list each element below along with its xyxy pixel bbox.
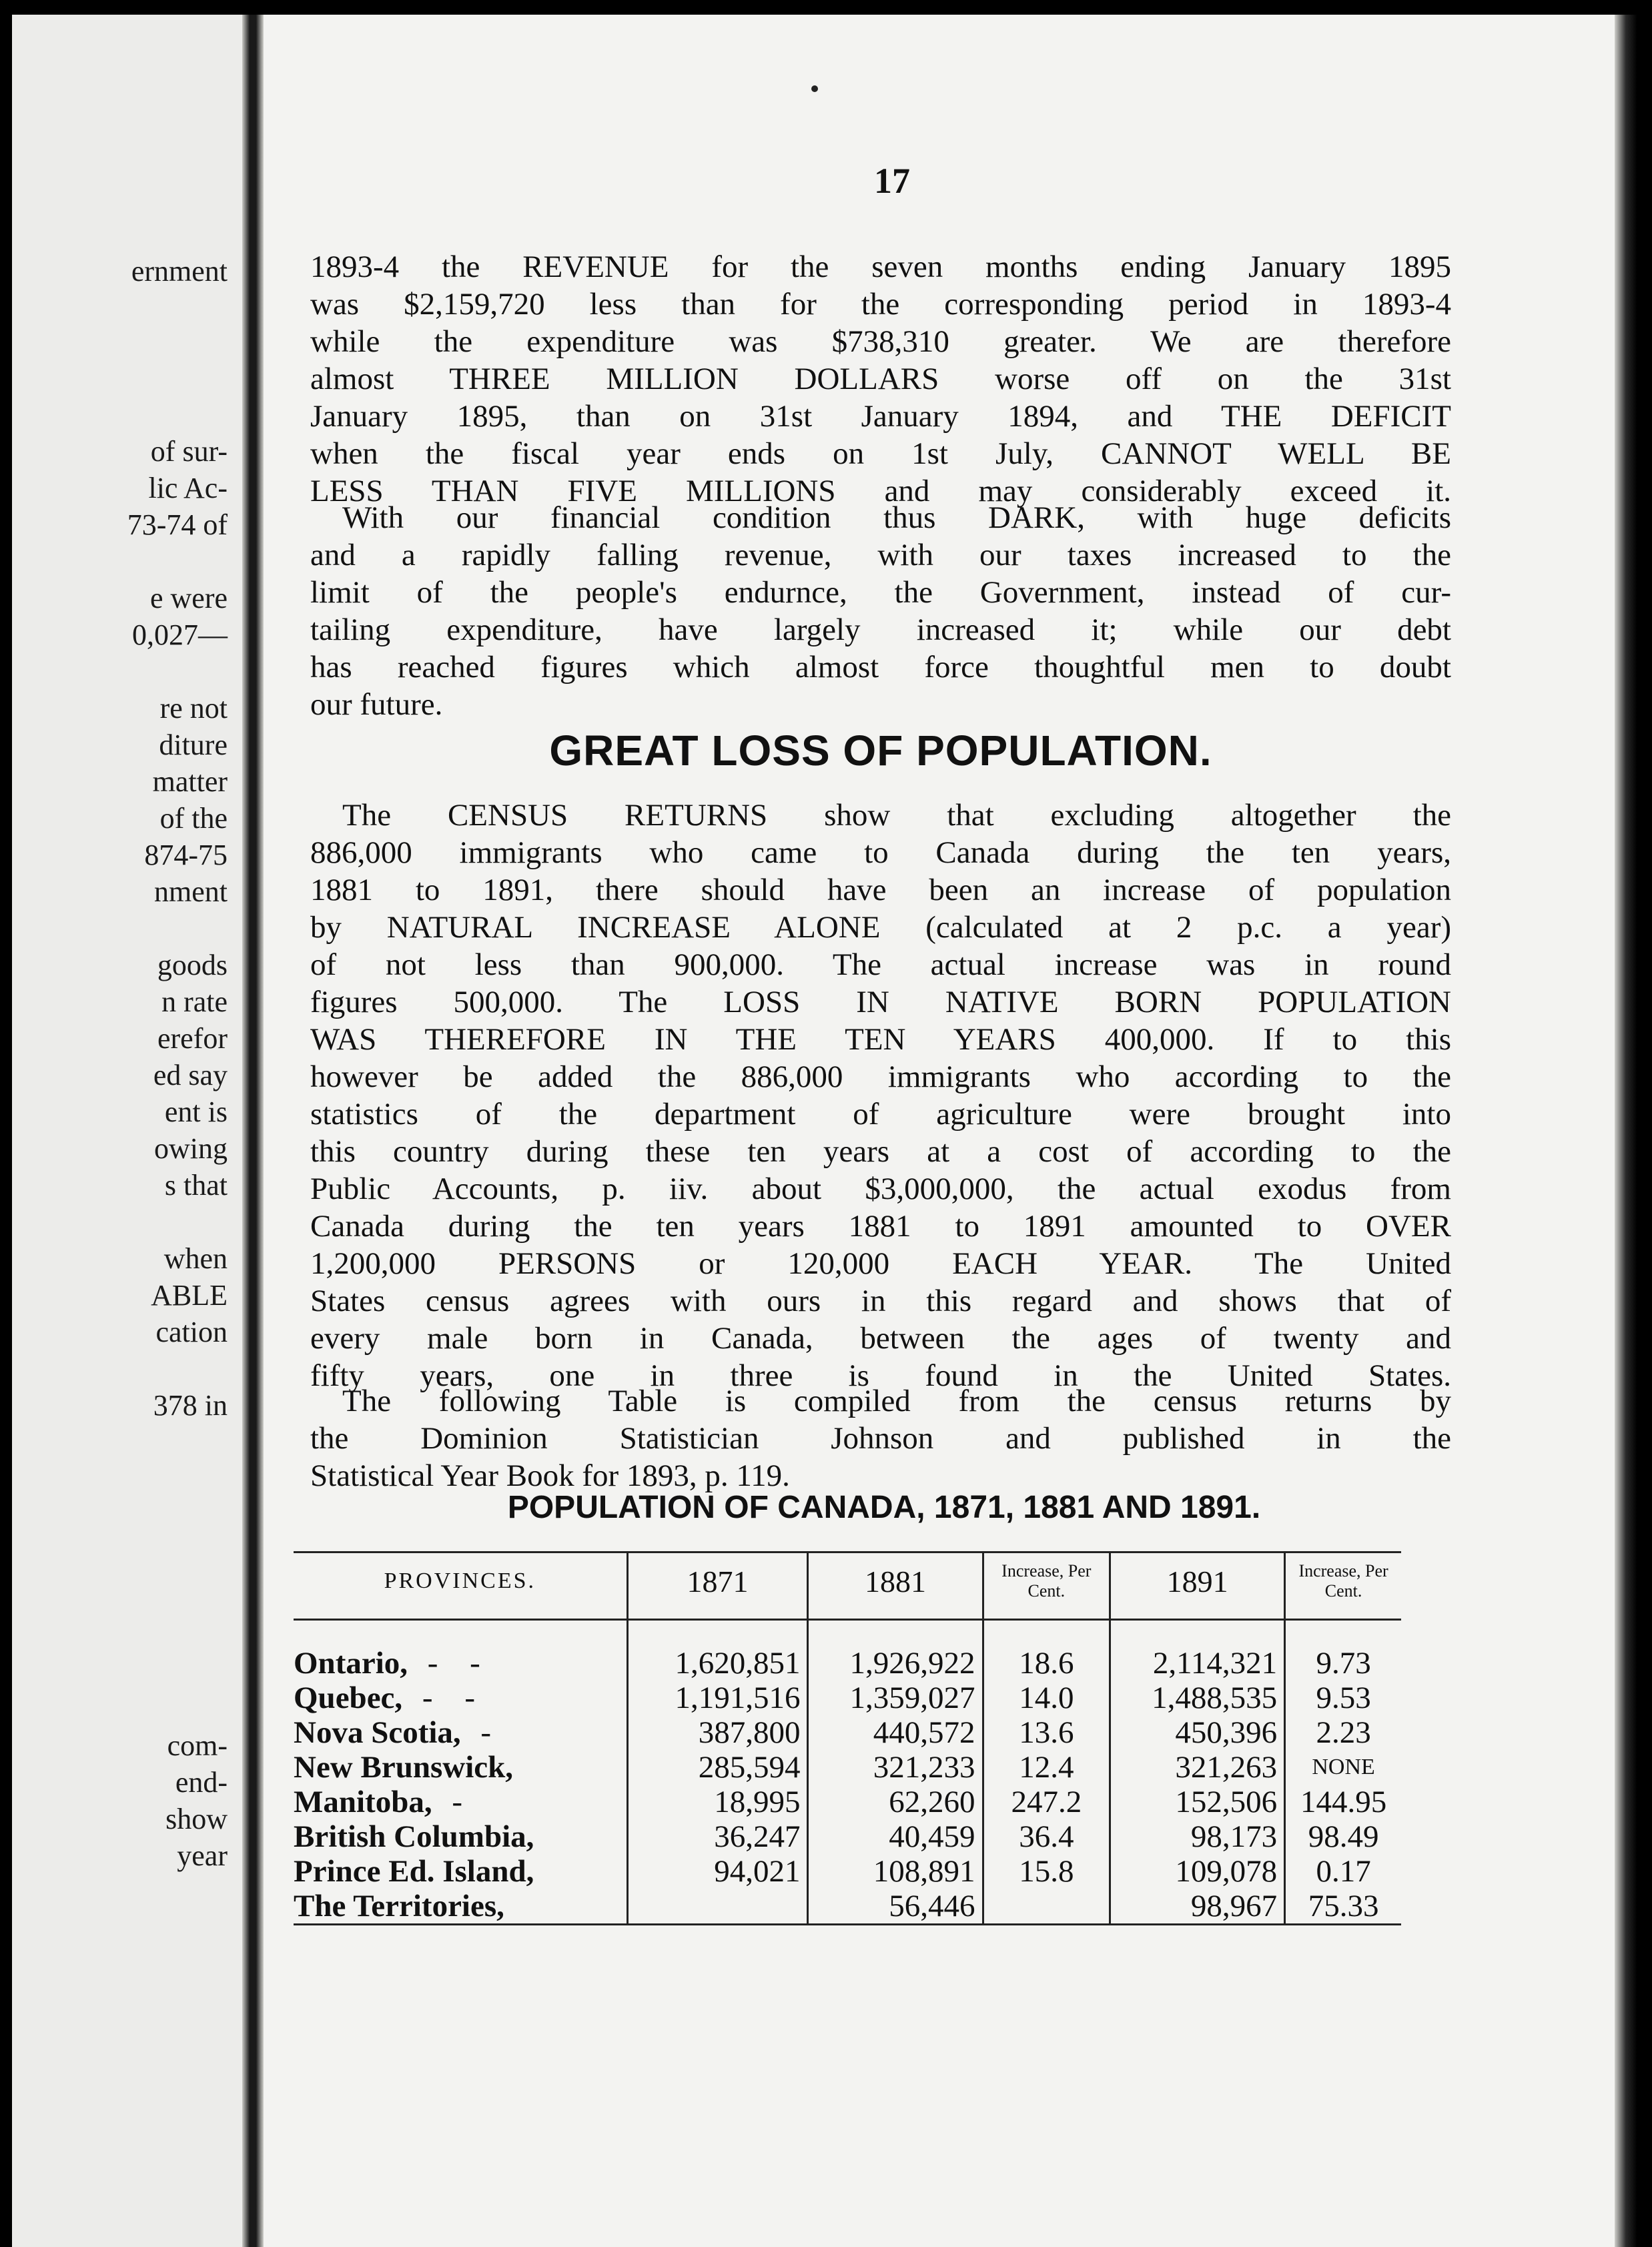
text-line: 1893-4 the REVENUE for the seven months ending January 1895 [310,250,1451,284]
cell-y1871: 18,995 [627,1785,808,1819]
cell-y1871: 285,594 [627,1750,808,1785]
header-increase-1891: Increase, Per Cent. [1285,1552,1401,1620]
text-line: was $2,159,720 less than for the corresponding period in 1893-4 [310,287,1451,322]
cell-y1871: 1,620,851 [627,1620,808,1681]
text-line: tailing expenditure, have largely increased it; while our debt [310,612,1451,647]
left-page-line: diture [159,729,228,761]
text-line: January 1895, than on 31st January 1894, and THE DEFICIT [310,399,1451,434]
text-line: by NATURAL INCREASE ALONE (calculated at 2 p.c. a year) [310,910,1451,945]
table-title: POPULATION OF CANADA, 1871, 1881 AND 1891. [507,1490,1261,1525]
cell-y1871: 94,021 [627,1854,808,1889]
left-page-line: 0,027— [132,618,228,651]
text-line: LESS THAN FIVE MILLIONS and may considerably exceed it. [310,474,1451,508]
cell-y1891: 98,173 [1110,1819,1285,1854]
left-page-line: ent is [164,1095,228,1128]
province-cell [294,1750,627,1785]
population-table [294,1551,1401,1925]
cell-inc2: 0.17 [1285,1854,1401,1889]
paragraph-table-source [310,1382,1451,1494]
cell-y1891: 98,967 [1110,1889,1285,1925]
text-line: The following Table is compiled from the census returns by [342,1384,1451,1418]
cell-inc1: 18.6 [983,1620,1110,1681]
text-line: 1881 to 1891, there should have been an increase of population [310,873,1451,907]
table-row [294,1785,1401,1819]
dot-leader: - - [408,1646,492,1681]
province-name: British Columbia, [294,1819,534,1854]
page-edge-shadow [1615,15,1652,2247]
left-page-line: year [177,1839,228,1872]
table-row [294,1854,1401,1889]
header-provinces: PROVINCES. [294,1552,627,1620]
text-line: The CENSUS RETURNS show that excluding altogether the [342,798,1451,833]
text-line: when the fiscal year ends on 1st July, CANNOT WELL BE [310,436,1451,471]
left-page-line: 874-75 [144,839,228,871]
cell-inc2: NONE [1285,1750,1401,1785]
header-1881: 1881 [808,1552,983,1620]
text-line: With our financial condition thus DARK, with huge deficits [342,500,1451,535]
cell-y1881: 1,359,027 [808,1681,983,1715]
text-line: Public Accounts, p. iiv. about $3,000,000, the actual exodus from [310,1172,1451,1206]
text-line: has reached figures which almost force thoughtful men to doubt [310,650,1451,685]
cell-y1891: 321,263 [1110,1750,1285,1785]
text-line: of not less than 900,000. The actual increase was in round [310,947,1451,982]
left-page-line: s that [164,1169,228,1202]
cell-y1881: 108,891 [808,1854,983,1889]
cell-y1891: 2,114,321 [1110,1620,1285,1681]
province-name: Nova Scotia, [294,1715,461,1750]
header-increase-1881: Increase, Per Cent. [983,1552,1110,1620]
left-page-line: 73-74 of [127,508,228,541]
cell-y1881: 321,233 [808,1750,983,1785]
text-line: while the expenditure was $738,310 greater. We are therefore [310,324,1451,359]
dot-leader: - [460,1715,504,1750]
cell-inc1: 14.0 [983,1681,1110,1715]
paragraph-revenue [310,248,1451,510]
cell-y1881: 440,572 [808,1715,983,1750]
text-line: however be added the 886,000 immigrants who according to the [310,1059,1451,1094]
left-page-line: show [165,1803,228,1835]
text-line: Canada during the ten years 1881 to 1891 amounted to OVER [310,1209,1451,1244]
paragraph-census [310,797,1451,1394]
cell-inc2: 9.53 [1285,1681,1401,1715]
text-line: fifty years, one in three is found in the United States. [310,1358,1451,1393]
province-cell [294,1854,627,1889]
cell-inc1: 13.6 [983,1715,1110,1750]
text-line: statistics of the department of agriculture were brought into [310,1097,1451,1132]
cell-inc1: 15.8 [983,1854,1110,1889]
left-page-line: lic Ac- [148,472,228,504]
table-row [294,1681,1401,1715]
text-line: the Dominion Statistician Johnson and published in the [310,1421,1451,1456]
cell-inc2: 75.33 [1285,1889,1401,1925]
table-row [294,1750,1401,1785]
cell-inc2: 2.23 [1285,1715,1401,1750]
cell-y1891: 450,396 [1110,1715,1285,1750]
left-page-line: ernment [131,255,228,288]
cell-inc1: 36.4 [983,1819,1110,1854]
cell-inc2: 9.73 [1285,1620,1401,1681]
text-line: 886,000 immigrants who came to Canada during the ten years, [310,835,1451,870]
cell-y1871: 36,247 [627,1819,808,1854]
left-page-line: matter [152,765,228,798]
header-1871: 1871 [627,1552,808,1620]
cell-y1891: 1,488,535 [1110,1681,1285,1715]
left-page-fragment [12,15,242,2247]
province-cell [294,1785,627,1819]
dot-leader: - - [402,1681,487,1715]
left-page-line: com- [167,1729,228,1762]
table-row [294,1620,1401,1681]
dot-leader: - [432,1785,475,1819]
cell-y1871: 387,800 [627,1715,808,1750]
province-name: The Territories, [294,1889,504,1923]
left-page-line: 378 in [153,1389,228,1422]
text-line: WAS THEREFORE IN THE TEN YEARS 400,000. If to this [310,1022,1451,1057]
cell-y1891: 152,506 [1110,1785,1285,1819]
cell-y1871 [627,1889,808,1925]
cell-inc2: 98.49 [1285,1819,1401,1854]
section-heading: GREAT LOSS OF POPULATION. [549,727,1212,775]
header-1891: 1891 [1110,1552,1285,1620]
table-row [294,1889,1401,1925]
left-page-line: n rate [161,985,228,1018]
page-number: 17 [874,161,910,201]
province-name: Manitoba, [294,1785,432,1819]
left-page-line: cation [155,1316,228,1348]
province-name: Ontario, [294,1646,408,1681]
cell-inc2: 144.95 [1285,1785,1401,1819]
cell-y1881: 56,446 [808,1889,983,1925]
left-page-line: of sur- [150,435,228,468]
province-cell [294,1889,627,1925]
text-line: States census agrees with ours in this regard and shows that of [310,1284,1451,1318]
scan-border-top [0,0,1652,15]
text-line: limit of the people's endurnce, the Government, instead of cur- [310,575,1451,610]
text-line: figures 500,000. The LOSS IN NATIVE BORN POPULATION [310,985,1451,1019]
text-line: almost THREE MILLION DOLLARS worse off on the 31st [310,362,1451,396]
text-line: 1,200,000 PERSONS or 120,000 EACH YEAR. The United [310,1246,1451,1281]
left-page-line: nment [154,875,228,908]
text-line: our future. [310,687,443,722]
cell-y1881: 40,459 [808,1819,983,1854]
cell-y1871: 1,191,516 [627,1681,808,1715]
cell-inc1: 247.2 [983,1785,1110,1819]
province-cell [294,1620,627,1681]
cell-y1891: 109,078 [1110,1854,1285,1889]
cell-y1881: 62,260 [808,1785,983,1819]
text-line: this country during these ten years at a cost of according to the [310,1134,1451,1169]
left-page-line: re not [159,692,228,725]
left-page-line: when [163,1242,228,1275]
book-gutter [242,15,264,2247]
province-cell [294,1819,627,1854]
province-name: Quebec, [294,1681,403,1715]
paragraph-financial-condition [310,499,1451,723]
text-line: every male born in Canada, between the ages of twenty and [310,1321,1451,1356]
province-name: New Brunswick, [294,1750,514,1785]
cell-inc1: 12.4 [983,1750,1110,1785]
province-name: Prince Ed. Island, [294,1854,534,1889]
left-page-line: erefor [157,1022,228,1055]
left-page-line: end- [175,1766,228,1799]
province-cell [294,1681,627,1715]
province-cell [294,1715,627,1750]
left-page-line: ABLE [151,1279,228,1312]
left-page-line: owing [154,1132,228,1165]
cell-y1881: 1,926,922 [808,1620,983,1681]
left-page-line: of the [159,802,228,835]
left-page-line: e were [149,582,228,614]
scan-border-left [0,0,12,2247]
cell-inc1 [983,1889,1110,1925]
table-row [294,1715,1401,1750]
left-page-line: goods [157,949,228,981]
ink-speck [811,85,818,92]
text-line: and a rapidly falling revenue, with our taxes increased to the [310,538,1451,572]
table-header-row [294,1552,1401,1620]
left-page-line: ed say [153,1059,228,1091]
table-row [294,1819,1401,1854]
text-line: Statistical Year Book for 1893, p. 119. [310,1458,790,1493]
